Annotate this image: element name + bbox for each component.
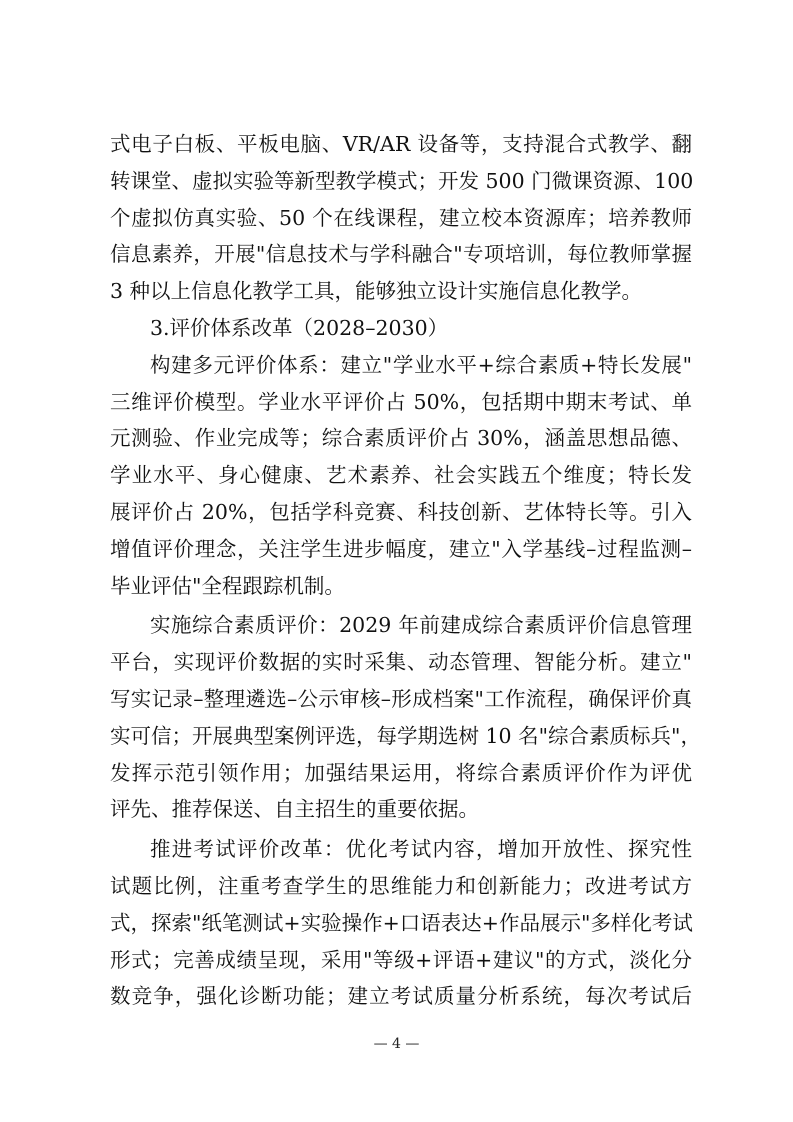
text-line: 发挥示范引领作用；加强结果运用，将综合素质评价作为评优	[110, 760, 692, 785]
text-line: 平台，实现评价数据的实时采集、动态管理、智能分析。建立"	[110, 650, 692, 675]
paragraph-first-line: 推进考试评价改革：优化考试内容，增加开放性、探究性	[150, 837, 692, 862]
paragraph-last-line: 评先、推荐保送、自主招生的重要依据。	[110, 797, 479, 822]
text-line: 学业水平、身心健康、艺术素养、社会实践五个维度；特长发	[110, 463, 692, 488]
section-heading: 3.评价体系改革（2028–2030）	[150, 315, 449, 340]
text-line: 三维评价模型。学业水平评价占 50%，包括期中期末考试、单	[110, 389, 692, 414]
page-number: — 4 —	[373, 1036, 420, 1052]
text-line: 个虚拟仿真实验、50 个在线课程，建立校本资源库；培养教师	[110, 205, 692, 230]
text-line: 增值评价理念，关注学生进步幅度，建立"入学基线–过程监测–	[110, 536, 692, 561]
paragraph-last-line: 毕业评估"全程跟踪机制。	[110, 573, 345, 598]
text-line: 试题比例，注重考查学生的思维能力和创新能力；改进考试方	[110, 873, 692, 898]
text-line: 实可信；开展典型案例评选，每学期选树 10 名"综合素质标兵"，	[110, 723, 701, 748]
body-text	[110, 126, 701, 1015]
text-line: 形式；完善成绩呈现，采用"等级+评语+建议"的方式，淡化分	[110, 947, 692, 972]
paragraph-last-line: 3 种以上信息化教学工具，能够独立设计实施信息化教学。	[110, 279, 643, 304]
text-line: 式，探索"纸笔测试+实验操作+口语表达+作品展示"多样化考试	[110, 910, 693, 935]
text-line: 信息素养，开展"信息技术与学科融合"专项培训，每位教师掌握	[110, 242, 692, 267]
text-line: 元测验、作业完成等；综合素质评价占 30%，涵盖思想品德、	[110, 426, 692, 451]
paragraph-first-line: 构建多元评价体系：建立"学业水平+综合素质+特长发展"	[150, 352, 692, 377]
text-line: 数竞争，强化诊断功能；建立考试质量分析系统，每次考试后	[110, 984, 692, 1009]
text-line: 展评价占 20%，包括学科竞赛、科技创新、艺体特长等。引入	[110, 499, 692, 524]
text-line: 写实记录–整理遴选–公示审核–形成档案"工作流程，确保评价真	[110, 686, 692, 711]
paragraph-first-line: 实施综合素质评价：2029 年前建成综合素质评价信息管理	[150, 613, 692, 638]
text-line: 转课堂、虚拟实验等新型教学模式；开发 500 门微课资源、100	[110, 168, 694, 193]
text-line: 式电子白板、平板电脑、VR/AR 设备等，支持混合式教学、翻	[110, 132, 692, 156]
